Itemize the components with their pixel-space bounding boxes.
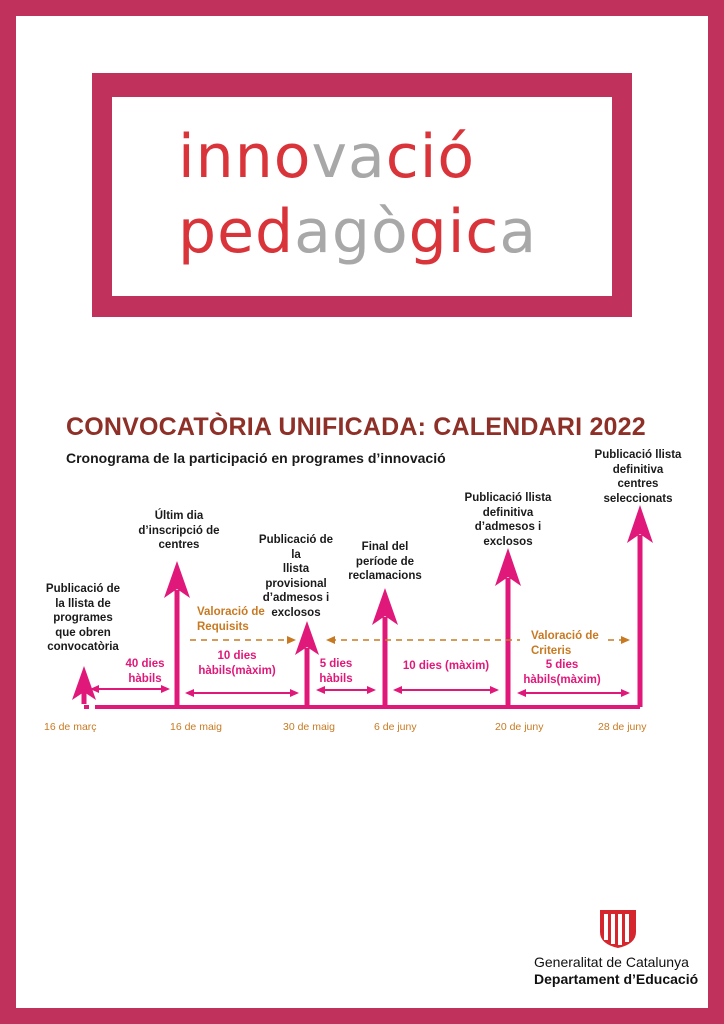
government-name: Generalitat de Catalunya — [534, 954, 689, 970]
duration-label-4: 10 dies (màxim) — [402, 660, 490, 672]
milestone-label-4: Final del període de reclamacions — [348, 541, 422, 582]
milestone-date-5: 20 de juny — [495, 721, 544, 733]
milestone-date-6: 28 de juny — [598, 721, 647, 733]
logo-part-3: ció — [385, 122, 476, 192]
logo-part-6: gic — [408, 197, 500, 267]
generalitat-emblem-icon — [534, 906, 704, 950]
logo-part-1: inno — [178, 122, 312, 192]
page-title: CONVOCATÒRIA UNIFICADA: CALENDARI 2022 — [66, 413, 646, 441]
milestone-date-4: 6 de juny — [374, 721, 417, 733]
logo-part-5: agò — [294, 197, 409, 267]
milestone-label-1: Publicació de la llista de programes que obren convocatòria — [45, 583, 121, 653]
logo-part-7: a — [499, 197, 538, 267]
duration-label-5: 5 dies hàbils(màxim) — [523, 659, 601, 686]
milestone-label-6: Publicació llista definitiva centres seleccionats — [594, 449, 682, 505]
milestone-label-3: Publicació de la llista provisional d’admesos i exclosos — [258, 534, 334, 619]
milestone-date-2: 16 de maig — [170, 721, 222, 733]
logo-part-4: ped — [178, 197, 295, 267]
duration-label-2: 10 dies hàbils(màxim) — [198, 650, 276, 677]
logo-part-2: va — [311, 122, 386, 192]
milestone-date-3: 30 de maig — [283, 721, 335, 733]
duration-label-3: 5 dies hàbils — [319, 658, 353, 685]
phase-label-requisits: Valoració de Requisits — [197, 606, 265, 633]
milestone-label-2: Últim dia d’inscripció de centres — [138, 510, 220, 551]
page-subtitle: Cronograma de la participació en programes d’innovació — [66, 450, 446, 466]
phase-label-criteris: Valoració de Criteris — [531, 630, 599, 657]
department-name: Departament d’Educació — [534, 971, 699, 987]
duration-label-1: 40 dies hàbils — [125, 658, 165, 685]
milestone-label-5: Publicació llista definitiva d’admesos i exclosos — [464, 492, 552, 548]
milestone-date-1: 16 de març — [44, 721, 97, 733]
